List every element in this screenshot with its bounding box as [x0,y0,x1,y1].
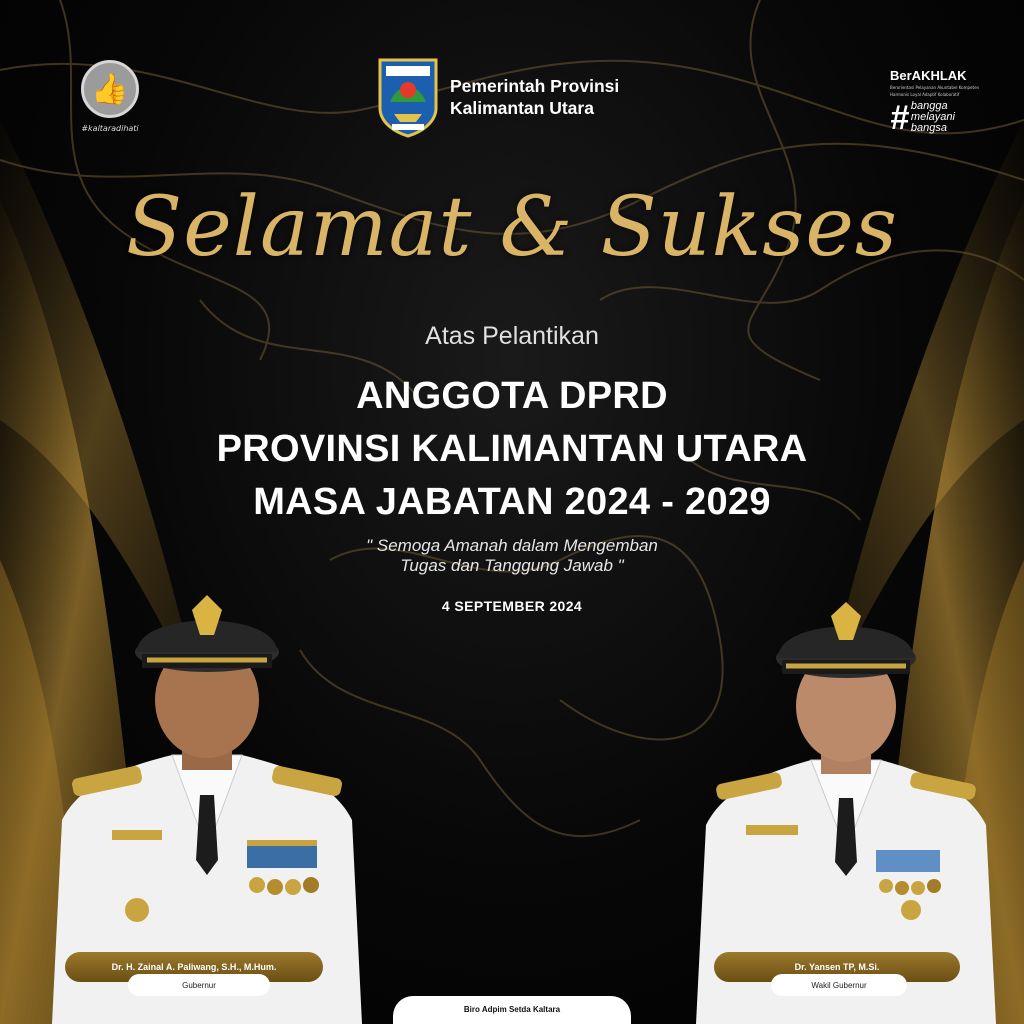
greeting-title: Selamat & Sukses [126,180,898,275]
event-date: 4 SEPTEMBER 2024 [441,598,583,614]
footer-credit: Biro Adpim Setda Kaltara [393,996,631,1024]
berakhlak-logo [890,68,1000,137]
bangga-words [911,101,955,134]
berakhlak-tagline-2: Harmonis Loyal Adaptif Kolaboratif [890,92,960,97]
government-name [450,75,619,119]
bangga-line-3: bangsa [910,122,948,134]
berakhlak-brand: BerAKHLAK [890,68,967,83]
bangga-melayani-bangsa-logo [890,98,1000,137]
government-line-2: Kalimantan Utara [450,98,594,118]
bangga-line-1: bangga [910,100,948,112]
greeting-subtitle: Atas Pelantikan [425,322,599,350]
headline-line-1: ANGGOTA DPRD [356,375,668,417]
thumbs-up-icon: 👍 [81,60,139,118]
vice-governor-name-plate: Dr. Yansen TP, M.Si. [714,952,960,982]
hashtag-label: #kaltaradihati [81,124,139,133]
berakhlak-tagline-1: Berorientasi Pelayanan Akuntabel Kompeten [890,85,980,90]
hash-icon: # [890,98,909,137]
headline-line-2: PROVINSI KALIMANTAN UTARA [216,428,808,470]
government-line-1: Pemerintah Provinsi [450,76,620,96]
government-header [376,56,619,138]
headline [0,370,1024,529]
bangga-line-2: melayani [910,111,955,123]
quote [0,536,1024,576]
kaltara-dihati-logo [74,60,146,133]
quote-line-2: Tugas dan Tanggung Jawab " [400,556,624,575]
governor-role-plate: Gubernur [128,974,270,996]
quote-line-1: " Semoga Amanah dalam Mengemban [366,536,658,555]
governor-name-plate: Dr. H. Zainal A. Paliwang, S.H., M.Hum. [65,952,323,982]
provincial-emblem-icon [376,56,440,138]
vice-governor-role-plate: Wakil Gubernur [771,974,907,996]
headline-line-3: MASA JABATAN 2024 - 2029 [253,481,771,523]
